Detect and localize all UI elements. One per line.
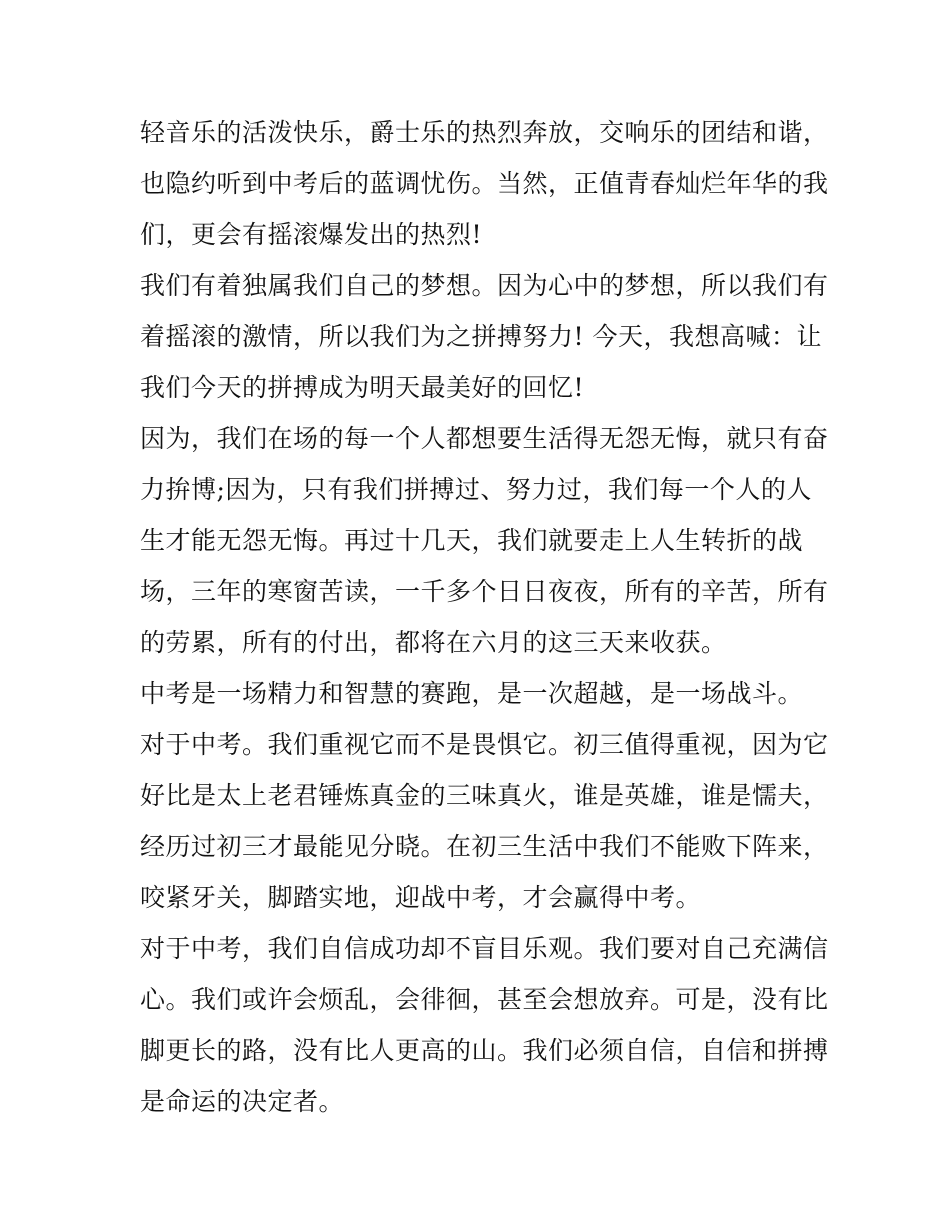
text-line: 我们今天的拼搏成为明天最美好的回忆! — [140, 373, 585, 402]
text-line: 对于中考。我们重视它而不是畏惧它。初三值得重视，因为它 — [140, 730, 829, 759]
text-line: 是命运的决定者。 — [140, 1087, 345, 1116]
document-body — [140, 107, 829, 1127]
text-line: 咬紧牙关，脚踏实地，迎战中考，才会赢得中考。 — [140, 883, 702, 912]
text-line: 生才能无怨无悔。再过十几天，我们就要走上人生转折的战 — [140, 526, 804, 555]
text-line: 力拚博;因为，只有我们拼搏过、努力过，我们每一个人的人 — [140, 475, 812, 504]
text-line: 好比是太上老君锤炼真金的三味真火，谁是英雄，谁是懦夫， — [140, 781, 829, 810]
text-line: 中考是一场精力和智慧的赛跑，是一次超越，是一场战斗。 — [140, 679, 804, 708]
paragraph — [140, 923, 829, 1127]
paragraph — [140, 413, 829, 668]
text-line: 们，更会有摇滚爆发出的热烈! — [140, 220, 483, 249]
text-line: 经历过初三才最能见分晓。在初三生活中我们不能败下阵来， — [140, 832, 829, 861]
text-line: 轻音乐的活泼快乐，爵士乐的热烈奔放，交响乐的团结和谐， — [140, 118, 829, 147]
text-line: 对于中考，我们自信成功却不盲目乐观。我们要对自己充满信 — [140, 934, 829, 963]
text-line: 心。我们或许会烦乱，会徘徊，甚至会想放弃。可是，没有比 — [140, 985, 829, 1014]
text-line: 也隐约听到中考后的蓝调忧伤。当然，正值青春灿烂年华的我 — [140, 169, 829, 198]
text-line: 因为，我们在场的每一个人都想要生活得无怨无悔，就只有奋 — [140, 424, 829, 453]
text-line: 的劳累，所有的付出，都将在六月的这三天来收获。 — [140, 628, 727, 657]
paragraph — [140, 668, 812, 719]
paragraph — [140, 719, 829, 923]
paragraph — [140, 260, 829, 413]
paragraph — [140, 107, 829, 260]
text-line: 着摇滚的激情，所以我们为之拼搏努力! 今天，我想高喊：让 — [140, 322, 822, 351]
text-line: 场，三年的寒窗苦读，一千多个日日夜夜，所有的辛苦，所有 — [140, 577, 829, 606]
text-line: 脚更长的路，没有比人更高的山。我们必须自信，自信和拼搏 — [140, 1036, 829, 1065]
text-line: 我们有着独属我们自己的梦想。因为心中的梦想，所以我们有 — [140, 271, 829, 300]
